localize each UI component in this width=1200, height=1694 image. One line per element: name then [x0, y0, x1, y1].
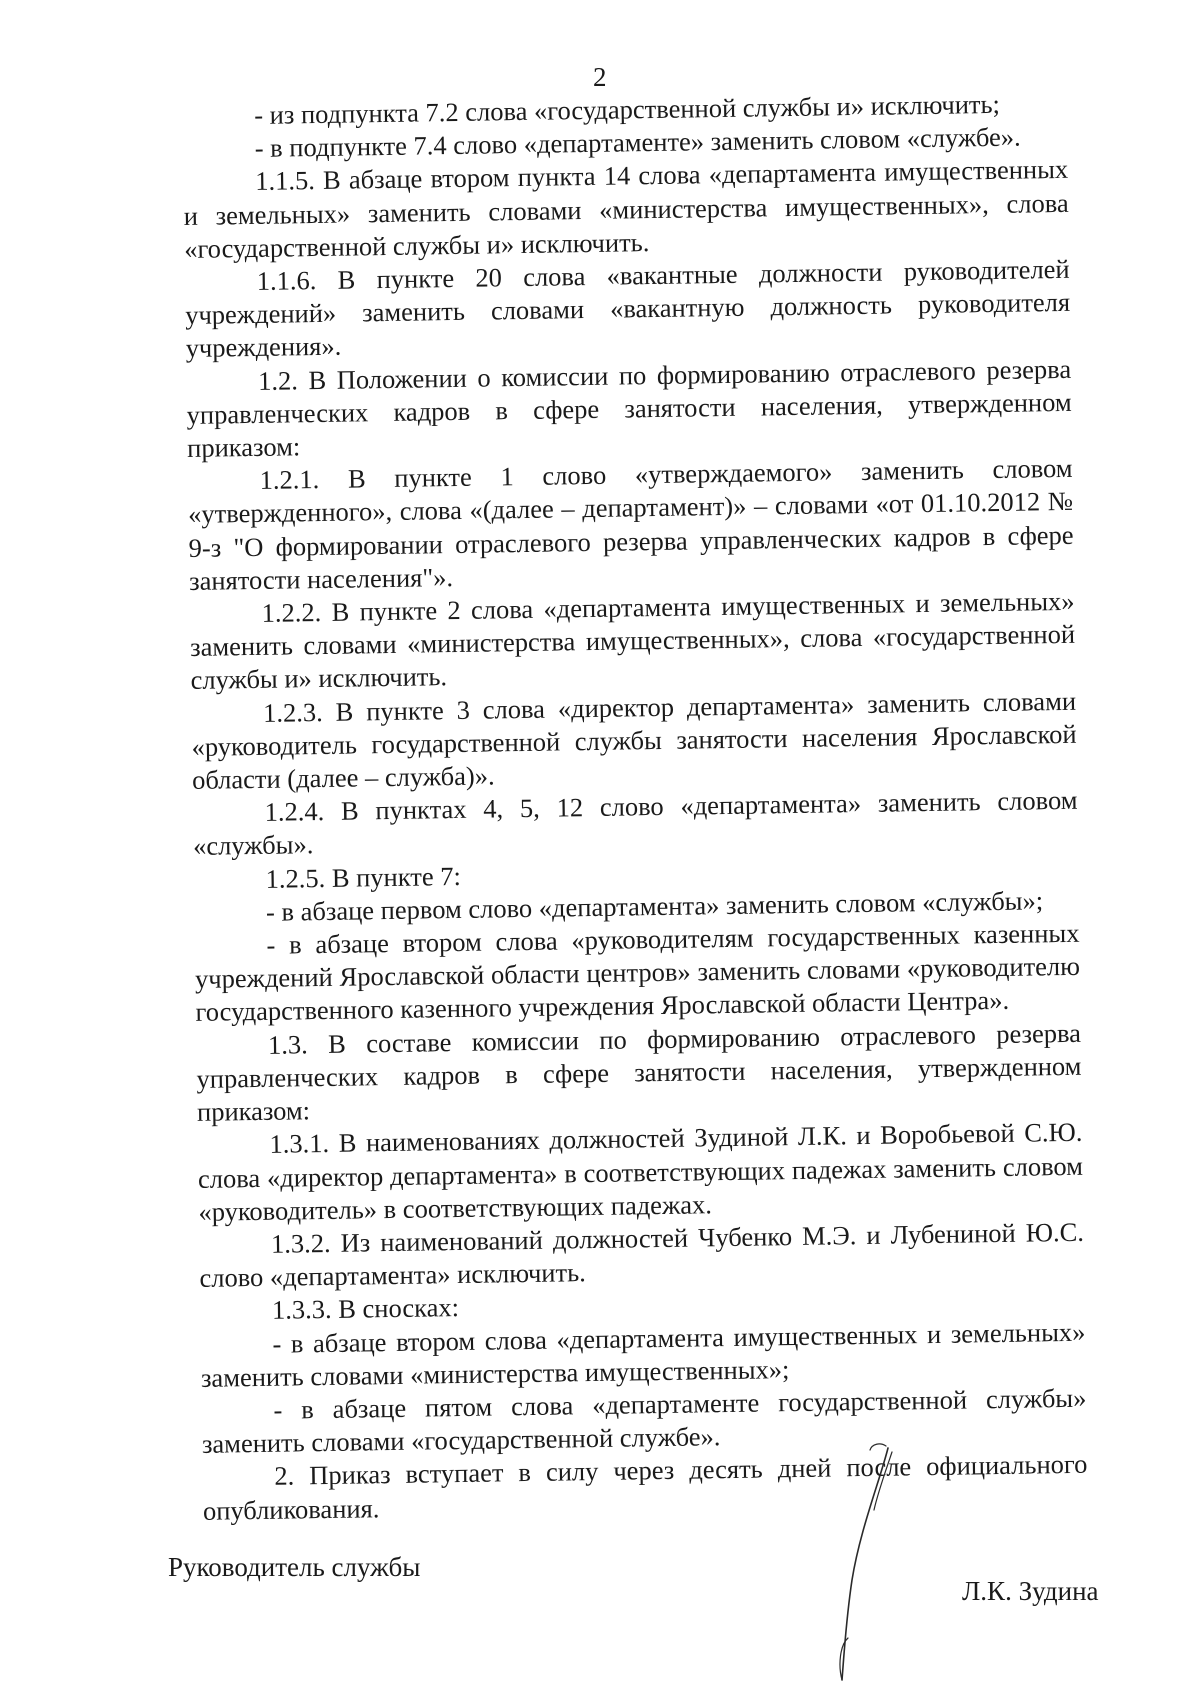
paragraph: 1.1.6. В пункте 20 слова «вакантные должности руководителей учреждений» заменить словами «вакантную должность руководителя учреждения».	[184, 253, 1071, 364]
paragraph: - в абзаце втором слова «департамента имущественных и земельных» заменить словами «министерства имущественных»;	[200, 1316, 1086, 1393]
paragraph: - в абзаце первом слово «департамента» заменить словом «службы»;	[265, 885, 1044, 927]
paragraph: - в абзаце втором слова «руководителям государственных казенных учреждений Ярославской области центров» заменить словами «руководителю государственного казенного учреждения Ярославской области Центра».	[194, 917, 1081, 1028]
paragraph: 1.2.2. В пункте 2 слова «департамента имущественных и земельных» заменить словами «министерства имущественных», слова «государственной службы и» исключить.	[189, 585, 1076, 696]
document-body	[182, 87, 1088, 1528]
signatory-title: Руководитель службы	[168, 1552, 421, 1582]
paragraph: 1.3. В составе комиссии по формированию отраслевого резерва управленческих кадров в сфере занятости населения, утвержденном приказом:	[196, 1017, 1082, 1127]
paragraph: 1.1.5. В абзаце втором пункта 14 слова «департамента имущественных и земельных» заменить словами «министерства имущественных», слова «государственной службы и» исключить.	[183, 154, 1069, 264]
paragraph: 2. Приказ вступает в силу через десять дней после официального опубликования.	[202, 1449, 1088, 1526]
paragraph: 1.2.1. В пункте 1 слово «утверждаемого» заменить словом «утвержденного», слова «(далее – департамент)» – словами «от 01.10.2012 № 9-з "О формировании отраслевого резерва управленческих кадров в сфере занятости населения"».	[187, 453, 1074, 596]
paragraph: 1.2. В Положении о комиссии по формированию отраслевого резерва управленческих кадров в сфере занятости населения, утвержденном приказом:	[186, 353, 1072, 463]
paragraph: - в абзаце пятом слова «департаменте государственной службы» заменить словами «государственной службе».	[201, 1382, 1087, 1459]
handwritten-signature	[830, 1440, 970, 1690]
page-number: 2	[593, 62, 607, 92]
paragraph: - из подпункта 7.2 слова «государственной службы и» исключить;	[254, 88, 1001, 130]
paragraph: 1.2.3. В пункте 3 слова «директор департамента» заменить словами «руководитель государственной службы занятости населения Ярославской области (далее – служба)».	[191, 685, 1077, 795]
paragraph: 1.3.3. В сносках:	[271, 1292, 460, 1326]
paragraph: 1.2.4. В пунктах 4, 5, 12 слово «департамента» заменить словом «службы».	[192, 785, 1078, 862]
paragraph: - в подпункте 7.4 слово «департаменте» заменить словом «службе».	[254, 121, 1021, 164]
paragraph: 1.3.2. Из наименований должностей Чубенко М.Э. и Лубениной Ю.С. слово «департамента» исключить.	[199, 1216, 1085, 1293]
paragraph: 1.2.5. В пункте 7:	[265, 860, 462, 894]
signatory-name: Л.К. Зудина	[962, 1576, 1099, 1606]
paragraph: 1.3.1. В наименованиях должностей Зудиной Л.К. и Воробьевой С.Ю. слова «директор департамента» в соответствующих падежах заменить словом «руководитель» в соответствующих падежах.	[197, 1117, 1084, 1227]
